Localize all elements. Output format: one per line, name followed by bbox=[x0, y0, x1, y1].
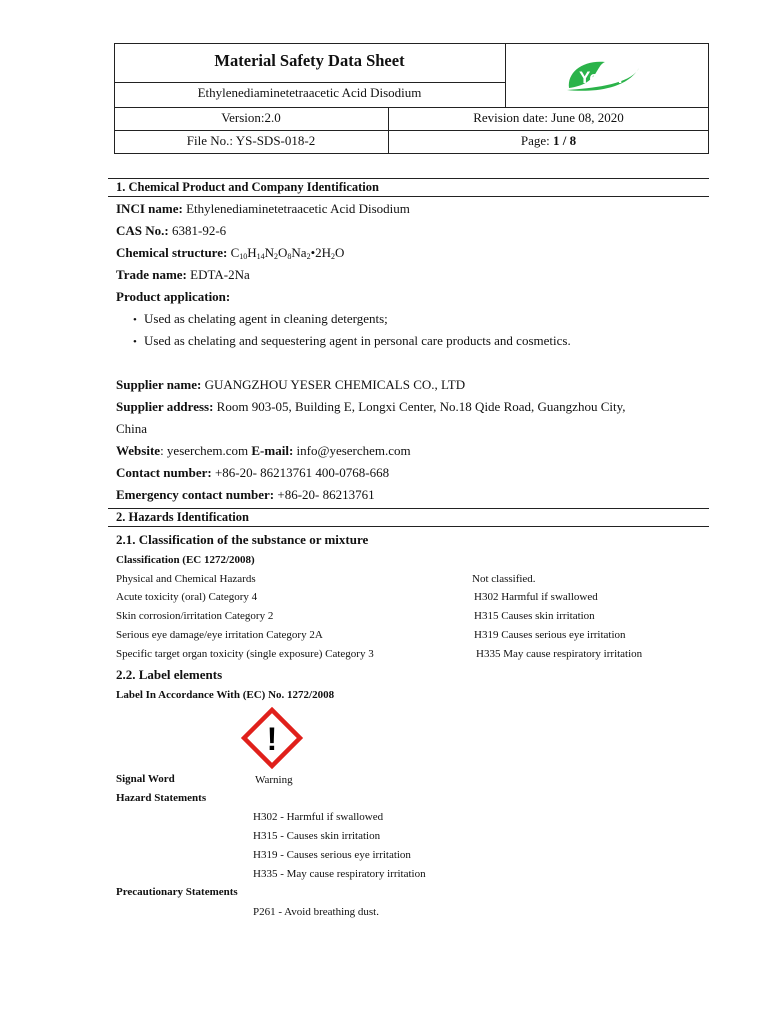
trade-name bbox=[116, 267, 250, 283]
supplier-label: Supplier name: bbox=[116, 377, 202, 392]
email-label: E-mail: bbox=[251, 443, 294, 458]
trade-value: EDTA-2Na bbox=[186, 267, 250, 282]
classification-hazard: Specific target organ toxicity (single exposure) Category 3 bbox=[116, 648, 374, 660]
hazard-statement: H335 - May cause respiratory irritation bbox=[253, 868, 426, 880]
svg-text:!: ! bbox=[266, 721, 278, 757]
application-label: Product application: bbox=[116, 289, 231, 304]
version: Version:2.0 bbox=[221, 110, 281, 125]
classification-hazard: Serious eye damage/eye irritation Category 2A bbox=[116, 629, 323, 641]
section-heading: 1. Chemical Product and Company Identification bbox=[108, 178, 709, 197]
classification-hazard: Physical and Chemical Hazards bbox=[116, 573, 256, 585]
header-divider bbox=[114, 82, 505, 83]
subsection-heading: 2.2. Label elements bbox=[116, 667, 223, 682]
exclamation-mark-pictogram-icon bbox=[241, 707, 303, 774]
email-value: info@yeserchem.com bbox=[293, 443, 411, 458]
logo-text: Yeser bbox=[579, 68, 625, 87]
emergency-label: Emergency contact number: bbox=[116, 487, 275, 502]
chemical-structure bbox=[116, 245, 344, 261]
classification-statement: H319 Causes serious eye irritation bbox=[474, 629, 626, 641]
classification-hazard: Skin corrosion/irritation Category 2 bbox=[116, 610, 274, 622]
classification-heading: Classification (EC 1272/2008) bbox=[116, 554, 255, 566]
supplier-address bbox=[116, 399, 626, 415]
emergency-value: +86-20- 86213761 bbox=[274, 487, 375, 502]
label-heading: Label In Accordance With (EC) No. 1272/2008 bbox=[116, 689, 335, 701]
supplier-value: GUANGZHOU YESER CHEMICALS CO., LTD bbox=[201, 377, 466, 392]
section-heading: 2. Hazards Identification bbox=[108, 508, 709, 527]
classification-statement: H315 Causes skin irritation bbox=[474, 610, 595, 622]
page-label: Page: bbox=[520, 133, 553, 148]
website-label: Website bbox=[116, 443, 161, 458]
classification-hazard: Acute toxicity (oral) Category 4 bbox=[116, 591, 258, 603]
address-value: Room 903-05, Building E, Longxi Center, No.18 Qide Road, Guangzhou City, bbox=[213, 399, 626, 414]
contact-value: +86-20- 86213761 400-0768-668 bbox=[211, 465, 390, 480]
structure-label: Chemical structure: bbox=[116, 245, 228, 260]
cas-number bbox=[116, 223, 226, 239]
classification-statement: H302 Harmful if swallowed bbox=[474, 591, 598, 603]
inci-name bbox=[116, 201, 410, 217]
revision-date: Revision date: June 08, 2020 bbox=[473, 110, 624, 125]
precautionary-statement: P261 - Avoid breathing dust. bbox=[253, 906, 379, 918]
page-number bbox=[388, 133, 709, 149]
classification-statement: Not classified. bbox=[472, 573, 536, 585]
hazard-statement: H315 - Causes skin irritation bbox=[253, 830, 381, 842]
list-item: • Used as chelating agent in cleaning detergents; bbox=[134, 311, 388, 327]
inci-label: INCI name: bbox=[116, 201, 183, 216]
cas-value: 6381-92-6 bbox=[168, 223, 227, 238]
subsection-heading: 2.1. Classification of the substance or mixture bbox=[116, 532, 369, 547]
hazard-statement: H319 - Causes serious eye irritation bbox=[253, 849, 411, 861]
list-item: • Used as chelating and sequestering agent in personal care products and cosmetics. bbox=[134, 333, 571, 349]
precautionary-statements-label: Precautionary Statements bbox=[116, 886, 238, 898]
signal-word-value: Warning bbox=[255, 774, 293, 786]
classification-statement: H335 May cause respiratory irritation bbox=[476, 648, 643, 660]
header-divider bbox=[505, 43, 506, 108]
address-label: Supplier address: bbox=[116, 399, 214, 414]
inci-value: Ethylenediaminetetraacetic Acid Disodium bbox=[182, 201, 410, 216]
supplier-name bbox=[116, 377, 465, 393]
contact-number bbox=[116, 465, 389, 481]
hazard-statements-label: Hazard Statements bbox=[116, 792, 207, 804]
yeser-logo bbox=[565, 58, 645, 99]
document-title: Material Safety Data Sheet bbox=[214, 51, 405, 70]
website-email bbox=[116, 443, 411, 459]
trade-label: Trade name: bbox=[116, 267, 187, 282]
emergency-number bbox=[116, 487, 375, 503]
hazard-statement: H302 - Harmful if swallowed bbox=[253, 811, 384, 823]
product-name: Ethylenediaminetetraacetic Acid Disodium bbox=[197, 85, 422, 100]
contact-label: Contact number: bbox=[116, 465, 212, 480]
website-value: : yeserchem.com bbox=[160, 443, 252, 458]
supplier-address-cont: China bbox=[116, 421, 148, 436]
signal-word-label: Signal Word bbox=[116, 773, 175, 785]
cas-label: CAS No.: bbox=[116, 223, 169, 238]
header-divider bbox=[114, 107, 709, 108]
page-value: 1 / 8 bbox=[553, 133, 577, 148]
file-number: File No.: YS-SDS-018-2 bbox=[186, 133, 316, 148]
structure-formula: $C_{10}H_{14}N_2O_8Na_2•2H_2O$ bbox=[230, 245, 345, 261]
header-divider bbox=[114, 130, 709, 131]
